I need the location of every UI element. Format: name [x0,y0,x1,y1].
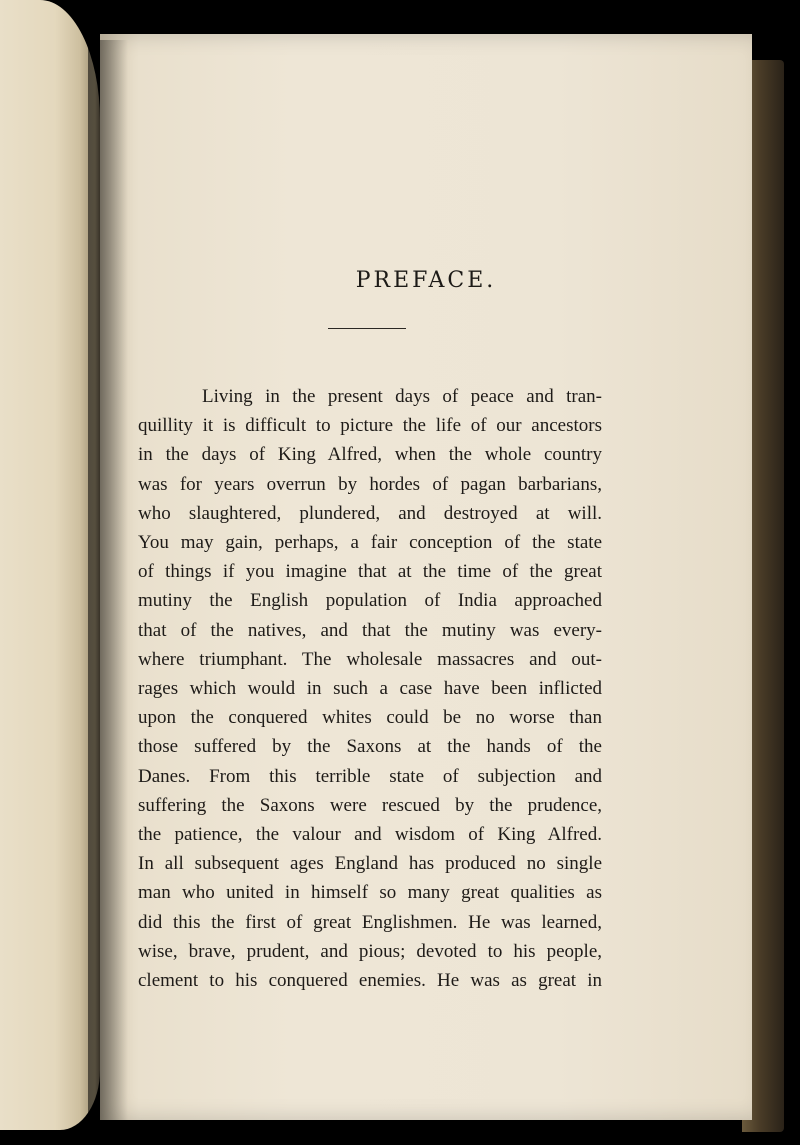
text-line: did this the first of great Englishmen. He was learned, [138,911,602,933]
text-line: wise, brave, prudent, and pious; devoted to his people, [138,940,602,962]
text-line: where triumphant. The wholesale massacres and out- [138,648,602,670]
text-line: quillity it is difficult to picture the life of our ancestors [138,415,602,437]
right-page [100,34,752,1120]
page-title: PREFACE. [355,268,497,293]
text-line: rages which would in such a case have been inflicted [138,678,602,700]
text-line: upon the conquered whites could be no worse than [138,707,602,729]
text-line: Danes. From this terrible state of subjection and [138,765,602,787]
text-line: clement to his conquered enemies. He was as great in [138,970,602,992]
text-line: the patience, the valour and wisdom of King Alfred. [138,824,602,846]
text-line: those suffered by the Saxons at the hands of the [138,736,602,758]
text-line: man who united in himself so many great qualities as [138,882,602,904]
text-line: Living in the present days of peace and tran- [202,386,602,407]
text-line: that of the natives, and that the mutiny was every- [138,619,602,641]
preface-body [138,382,602,995]
text-line: of things if you imagine that at the time of the great [138,561,602,583]
text-line: in the days of King Alfred, when the whole country [138,444,602,466]
text-line: You may gain, perhaps, a fair conception of the state [138,532,602,554]
left-page [0,0,100,1130]
text-line: mutiny the English population of India approached [138,590,602,612]
text-line: was for years overrun by hordes of pagan barbarians, [138,473,602,495]
text-line: In all subsequent ages England has produced no single [138,853,602,875]
title-rule [328,328,406,329]
text-line: suffering the Saxons were rescued by the prudence, [138,794,602,816]
gutter-shadow [88,40,128,1120]
text-line: who slaughtered, plundered, and destroyed at will. [138,502,602,524]
